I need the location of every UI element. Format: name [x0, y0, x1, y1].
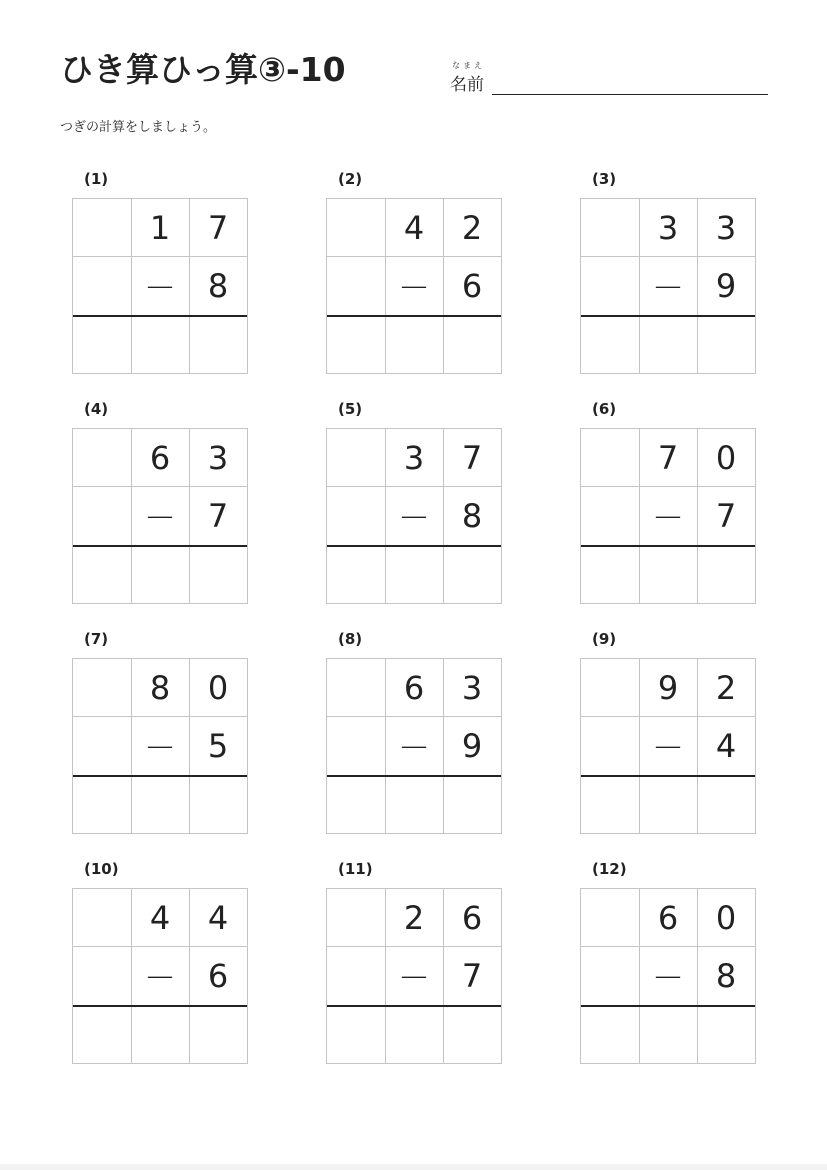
answer-cell[interactable]: [189, 546, 247, 604]
problem-grid: [580, 428, 756, 604]
answer-cell[interactable]: [639, 776, 697, 834]
minus-sign: －: [397, 269, 430, 307]
answer-cell[interactable]: [697, 1006, 755, 1064]
answer-cell[interactable]: [443, 1006, 501, 1064]
subtrahend-ones: 6: [461, 267, 483, 305]
answer-cell[interactable]: [639, 1006, 697, 1064]
answer-cell[interactable]: [443, 316, 501, 374]
answer-cell[interactable]: [131, 316, 189, 374]
minus-sign: －: [397, 499, 430, 537]
minuend-tens: 9: [657, 669, 679, 707]
problem-grid: [326, 888, 502, 1064]
answer-cell[interactable]: [73, 776, 131, 834]
name-write-line[interactable]: [492, 94, 768, 95]
subtrahend-ones: 8: [207, 267, 229, 305]
minus-sign: －: [651, 959, 684, 997]
minuend-tens: 8: [149, 669, 171, 707]
problem-grid: [326, 428, 502, 604]
answer-cell[interactable]: [639, 316, 697, 374]
minuend-ones: 7: [461, 439, 483, 477]
problem-grid: [580, 888, 756, 1064]
minuend-ones: 3: [715, 209, 737, 247]
minuend-ones: 7: [207, 209, 229, 247]
subtrahend-ones: 5: [207, 727, 229, 765]
answer-cell[interactable]: [327, 316, 385, 374]
minuend-tens: 7: [657, 439, 679, 477]
answer-cell[interactable]: [697, 776, 755, 834]
answer-cell[interactable]: [385, 776, 443, 834]
subtrahend-ones: 7: [207, 497, 229, 535]
problem-label: (6): [592, 400, 617, 418]
minuend-tens: 3: [657, 209, 679, 247]
problem-grid: [326, 658, 502, 834]
answer-cell[interactable]: [443, 776, 501, 834]
problem-grid: [580, 658, 756, 834]
subtrahend-ones: 8: [715, 957, 737, 995]
answer-cell[interactable]: [697, 316, 755, 374]
answer-cell[interactable]: [73, 546, 131, 604]
answer-cell[interactable]: [189, 776, 247, 834]
name-field: [450, 60, 770, 100]
problem-label: (9): [592, 630, 617, 648]
problem-grid: [580, 198, 756, 374]
answer-cell[interactable]: [131, 1006, 189, 1064]
problem-grid: [72, 888, 248, 1064]
subtrahend-ones: 4: [715, 727, 737, 765]
minuend-ones: 3: [461, 669, 483, 707]
answer-cell[interactable]: [73, 316, 131, 374]
problem-label: (2): [338, 170, 363, 188]
minuend-ones: 2: [461, 209, 483, 247]
minuend-ones: 0: [715, 439, 737, 477]
minuend-tens: 2: [403, 899, 425, 937]
problem-label: (3): [592, 170, 617, 188]
problem-grid: [326, 198, 502, 374]
problem-label: (11): [338, 860, 373, 878]
minus-sign: －: [143, 269, 176, 307]
minus-sign: －: [397, 959, 430, 997]
minus-sign: －: [651, 269, 684, 307]
problem-grid: [72, 658, 248, 834]
problem-label: (1): [84, 170, 109, 188]
minus-sign: －: [651, 499, 684, 537]
minuend-ones: 2: [715, 669, 737, 707]
answer-cell[interactable]: [385, 546, 443, 604]
problem-label: (7): [84, 630, 109, 648]
minuend-ones: 3: [207, 439, 229, 477]
minuend-tens: 1: [149, 209, 171, 247]
answer-cell[interactable]: [131, 776, 189, 834]
minus-sign: －: [143, 959, 176, 997]
answer-cell[interactable]: [581, 1006, 639, 1064]
answer-cell[interactable]: [639, 546, 697, 604]
answer-cell[interactable]: [385, 1006, 443, 1064]
instruction-text: つぎの計算をしましょう。: [60, 120, 217, 135]
problem-label: (8): [338, 630, 363, 648]
minuend-tens: 6: [657, 899, 679, 937]
subtrahend-ones: 6: [207, 957, 229, 995]
problem-label: (10): [84, 860, 119, 878]
answer-cell[interactable]: [327, 776, 385, 834]
problem-grid: [72, 198, 248, 374]
problem-label: (4): [84, 400, 109, 418]
answer-cell[interactable]: [581, 546, 639, 604]
answer-cell[interactable]: [385, 316, 443, 374]
subtrahend-ones: 7: [461, 957, 483, 995]
answer-cell[interactable]: [131, 546, 189, 604]
subtrahend-ones: 8: [461, 497, 483, 535]
minuend-tens: 3: [403, 439, 425, 477]
minuend-tens: 4: [403, 209, 425, 247]
name-label: 名前: [450, 75, 484, 95]
answer-cell[interactable]: [443, 546, 501, 604]
answer-cell[interactable]: [189, 316, 247, 374]
answer-cell[interactable]: [581, 776, 639, 834]
problem-label: (12): [592, 860, 627, 878]
subtrahend-ones: 9: [715, 267, 737, 305]
problem-label: (5): [338, 400, 363, 418]
minuend-tens: 4: [149, 899, 171, 937]
page-edge: [0, 1164, 827, 1170]
answer-cell[interactable]: [697, 546, 755, 604]
minuend-tens: 6: [149, 439, 171, 477]
answer-cell[interactable]: [327, 546, 385, 604]
minuend-ones: 0: [715, 899, 737, 937]
minuend-tens: 6: [403, 669, 425, 707]
minus-sign: －: [143, 729, 176, 767]
subtrahend-ones: 7: [715, 497, 737, 535]
subtrahend-ones: 9: [461, 727, 483, 765]
answer-cell[interactable]: [73, 1006, 131, 1064]
minus-sign: －: [397, 729, 430, 767]
name-ruby: なまえ: [452, 61, 485, 70]
minus-sign: －: [651, 729, 684, 767]
minuend-ones: 6: [461, 899, 483, 937]
answer-cell[interactable]: [189, 1006, 247, 1064]
worksheet-title: ひき算ひっ算③-10: [60, 50, 346, 89]
problem-grid: [72, 428, 248, 604]
minuend-ones: 0: [207, 669, 229, 707]
answer-cell[interactable]: [327, 1006, 385, 1064]
minus-sign: －: [143, 499, 176, 537]
minuend-ones: 4: [207, 899, 229, 937]
answer-cell[interactable]: [581, 316, 639, 374]
